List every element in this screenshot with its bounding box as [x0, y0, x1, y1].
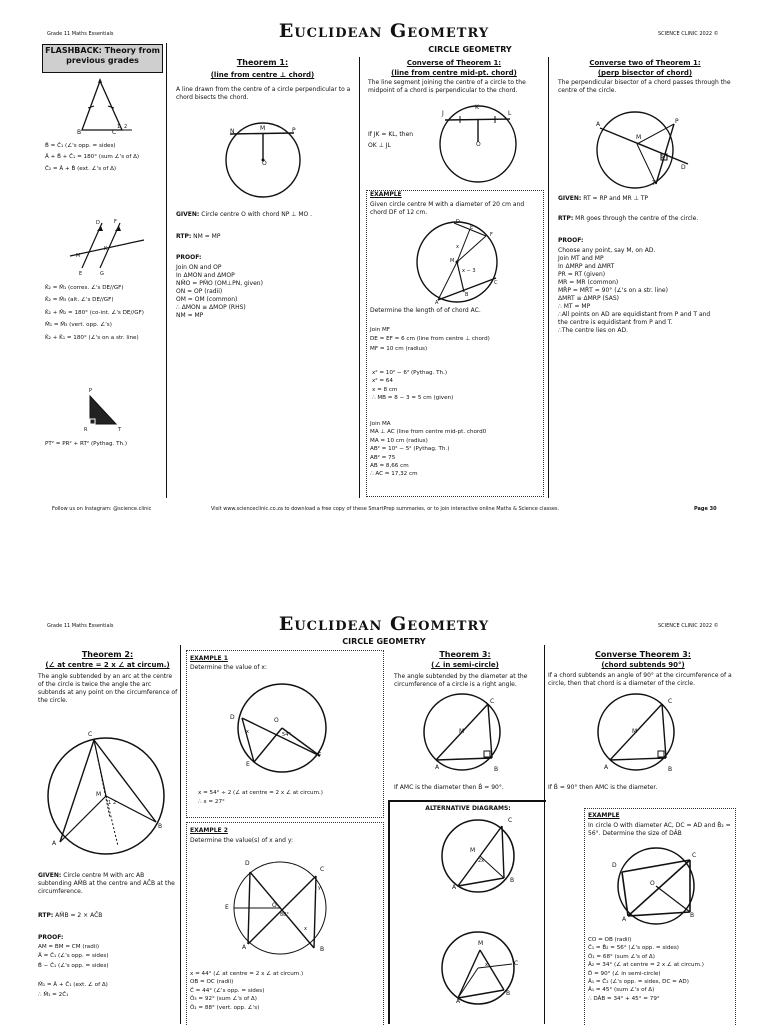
e3-label-d: D — [612, 862, 617, 869]
proof-line: Choose any point, say M, on AD. — [558, 247, 656, 254]
work-line: ∴ MB = 8 − 3 = 5 cm (given) — [372, 395, 454, 402]
theorem1-sub: (line from centre ⊥ chord) — [210, 71, 315, 79]
e2-label-d: D — [245, 860, 250, 867]
theorem3-cond: If AMC is the diameter then B̂ = 90°. — [394, 784, 504, 791]
t2-label-b: B — [158, 823, 163, 830]
divider — [388, 800, 546, 802]
answer-line: Â₁ = Ĉ₂ (∠'s opp. = sides, DC = AD) — [588, 979, 689, 986]
converse2-circle-diagram — [590, 112, 700, 194]
given-label: GIVEN: — [176, 211, 200, 218]
example2-text: Determine the value(s) of x and y: — [190, 837, 293, 844]
ex-label-d: D — [456, 219, 460, 225]
example3-title: EXAMPLE — [588, 812, 620, 819]
example1-answer — [198, 790, 323, 807]
e1-label-f: F — [318, 752, 322, 759]
ex-label-c: C — [494, 280, 498, 286]
grade-label: Grade 11 Maths Essentials — [47, 31, 114, 37]
example3-text: In circle O with diameter AC, DC = AD and B̂₂ = 56°. Determine the size of DÂB — [588, 822, 731, 837]
work-line: AB² = 10² − 5² (Pythag. Th.) — [370, 446, 450, 453]
footer-page: Page 30 — [694, 506, 717, 512]
example-work-1 — [370, 327, 490, 353]
work-line: Join MF — [370, 327, 390, 333]
ct3-label-c: C — [668, 698, 673, 705]
e2-label-y: y — [318, 885, 321, 891]
rt-label-t: T — [118, 427, 122, 433]
alt2-label-b: B — [506, 990, 511, 997]
clinic-label: SCIENCE CLINIC 2022 © — [658, 623, 719, 629]
proof-line: ∴All points on AD are equidistant from P and T and — [558, 311, 711, 318]
alt1-label-a: A — [452, 884, 457, 891]
rule-line: K̂₂ + K̂₁ = 180° (∠'s on a str. line) — [45, 334, 139, 341]
example-title: EXAMPLE — [370, 191, 402, 198]
par-label-d: D — [96, 220, 100, 226]
answer-line: ∴ DÂB = 34° + 45° = 79° — [588, 995, 660, 1002]
rtp-text: AM̂B = 2 × AĈB — [55, 912, 103, 919]
answer-line: x = 44° (∠ at centre = 2 x ∠ at circum.) — [190, 971, 304, 977]
converse2-given — [558, 195, 648, 203]
rt-label-p: P — [89, 388, 93, 394]
answer-line: Â₁ = 45° (sum ∠'s of Δ) — [588, 987, 655, 994]
proof-line: ∴ MT = MP — [558, 303, 591, 310]
c1-label-j: J — [442, 110, 444, 117]
converse1-title: Converse of Theorem 1: — [406, 59, 502, 67]
theorem2-title: Theorem 2: — [81, 650, 134, 659]
e3-label-b: B — [690, 912, 695, 919]
c2-label-t: T — [652, 180, 656, 187]
proof-line: MR̂P = MR̂T = 90° (∠'s on a str. line) — [558, 287, 668, 294]
footer-follow: Follow us on Instagram: @science.clinic — [52, 506, 152, 512]
rtp-text: NM = MP — [193, 233, 221, 240]
example2-title: EXAMPLE 2 — [190, 827, 228, 834]
work-line: x² = 10² − 6² (Pythag. Th.) — [372, 370, 448, 376]
work-line: AB = 8,66 cm — [370, 463, 409, 470]
t1-label-o: O — [262, 160, 267, 167]
proof-line: NM̂O = PM̂O (OM⊥PN, given) — [176, 280, 263, 287]
theorem3-title: Theorem 3: — [439, 650, 491, 659]
converse1-cond1: If JK = KL, then — [368, 131, 414, 138]
par-label-m: M — [76, 253, 81, 259]
ct3-label-a: A — [604, 764, 609, 771]
rule-line: Ĉ₂ = Â + B̂ (ext. ∠'s of Δ) — [45, 165, 117, 172]
theorem3-sub: (∠ in semi-circle) — [431, 661, 499, 669]
t3-label-a: A — [435, 764, 440, 771]
proof-line: ON = OP (radii) — [176, 288, 223, 295]
e2-label-c: C — [320, 866, 325, 873]
proof-line: Join MT and MP — [558, 255, 604, 262]
proof-line: ΔMRT ≡ ΔMRP (SAS) — [558, 295, 620, 302]
par-label-k: K — [104, 246, 108, 252]
proof-line: MR = MR (common) — [558, 279, 619, 286]
theorem2-text: The angle subtended by an arc at the centre of the circle is twice the angle the arc subtends at any point on the circumference of the circle. — [38, 673, 178, 704]
alt2-label-m: M — [478, 940, 484, 947]
proof-line: ∴ M̂₁ = 2Ĉ₁ — [38, 991, 69, 998]
answer-line: Ĉ₁ = B̂₂ = 56° (∠'s opp. = sides) — [588, 945, 679, 952]
converse2-sub: (perp bisector of chord) — [597, 69, 693, 77]
example1-text: Determine the value of x: — [190, 664, 267, 671]
work-line: AB² = 75 — [370, 454, 396, 461]
c2-label-m: M — [636, 134, 642, 141]
rule-line: Â + B̂ + Ĉ₁ = 180° (sum ∠'s of Δ) — [45, 154, 140, 161]
ex-label-x: x — [456, 244, 459, 250]
work-line: MA = 10 cm (radius) — [370, 437, 428, 444]
ct3-label-b: B — [668, 766, 673, 773]
e3-label-a: A — [622, 916, 627, 923]
answer-line: x = 54° ÷ 2 (∠ at centre = 2 x ∠ at circum.) — [198, 790, 323, 796]
c2-label-p: P — [675, 118, 679, 125]
page-title: Euclidean Geometry — [278, 20, 490, 42]
example-text: Given circle centre M with a diameter of 20 cm and chord DF of 12 cm. — [370, 201, 525, 216]
rtp-text: MR goes through the centre of the circle. — [575, 215, 699, 222]
tri-label-b: B — [77, 129, 82, 136]
e2-label-o: O — [272, 902, 277, 909]
t3-label-c: C — [490, 698, 495, 705]
given-text: Circle centre O with chord NP ⊥ MO . — [201, 211, 313, 218]
e1-label-d: D — [230, 714, 235, 721]
t2-label-1: 1 — [108, 800, 112, 806]
t2-label-c: C — [88, 731, 93, 738]
proof-line: NM = MP — [176, 312, 204, 319]
ex-label-f: F — [490, 232, 493, 238]
answer-line: Ĉ = 44° (∠'s opp. = sides) — [190, 987, 265, 994]
converse1-circle-diagram — [430, 106, 520, 186]
theorem1-text: A line drawn from the centre of a circle perpendicular to a chord bisects the chord. — [176, 86, 351, 101]
tri-label-2: 2 — [124, 124, 128, 130]
theorem3-circle-diagram — [422, 692, 508, 772]
t1-label-n: N — [230, 128, 235, 135]
grade-label: Grade 11 Maths Essentials — [47, 623, 114, 629]
theorem1-rtp — [176, 233, 220, 241]
parallel-lines-diagram — [70, 218, 150, 278]
theorem2-sub: (∠ at centre = 2 x ∠ at circum.) — [45, 661, 170, 669]
converse2-title: Converse two of Theorem 1: — [589, 59, 701, 67]
given-label: GIVEN: — [558, 195, 582, 202]
converse3-text: If a chord subtends an angle of 90° at the circumference of a circle, then that chord is a diameter of the circle. — [548, 672, 732, 687]
work-line: x = 8 cm — [372, 386, 398, 393]
c1-label-k: K — [475, 104, 479, 111]
flashback-rules-2 — [45, 285, 144, 342]
c2-label-r: R — [660, 155, 665, 162]
page-subtitle: CIRCLE GEOMETRY — [428, 45, 512, 54]
rule-line: K̂₂ = M̂₁ (corres. ∠'s DE//GF) — [45, 285, 124, 291]
rule-line: B̂ = Ĉ₁ (∠'s opp. = sides) — [45, 143, 116, 149]
e1-label-o: O — [274, 717, 279, 724]
alt-diagrams-title: ALTERNATIVE DIAGRAMS: — [425, 805, 511, 812]
tri-label-1: 1 — [117, 124, 121, 130]
answer-line: CO = OB (radii) — [588, 937, 632, 943]
e1-label-x: x — [246, 729, 249, 735]
e2-label-x: x — [304, 926, 307, 932]
example2-circle-diagram — [232, 862, 332, 958]
answer-line: Ô₂ = 88° (vert. opp. ∠'s) — [190, 1004, 260, 1011]
given-label: GIVEN: — [38, 872, 62, 879]
converse3-sub: (chord subtends 90°) — [601, 661, 685, 669]
theorem1-proof — [176, 264, 263, 320]
rule-line: K̂₂ = M̂₃ (alt. ∠'s DE//GF) — [45, 297, 114, 304]
t2-label-m: M — [96, 791, 102, 798]
right-triangle-diagram — [86, 394, 126, 430]
e2-label-angle: 88° — [280, 912, 289, 918]
t1-label-p: P — [292, 127, 296, 134]
theorem1-given — [176, 211, 312, 219]
ct3-label-m: M — [632, 728, 638, 735]
c1-label-l: L — [508, 110, 512, 117]
converse1-cond2: OK ⊥ JL — [368, 142, 391, 149]
proof-line: the centre is equidistant from P and T. — [558, 319, 673, 326]
converse3-cond: If B̂ = 90° then AMC is the diameter. — [548, 784, 658, 791]
example2-answer — [190, 971, 303, 1012]
answer-line: ∴ x = 27° — [198, 799, 225, 806]
e3-label-c: C — [692, 852, 697, 859]
converse2-proof-label: PROOF: — [558, 237, 584, 244]
column-divider — [180, 645, 181, 1024]
proof-line: In ΔMON and ΔMOP — [176, 272, 235, 279]
par-label-e: E — [79, 271, 83, 277]
alt2-label-a: A — [456, 998, 461, 1005]
example3-answer — [588, 937, 704, 1003]
rtp-label: RTP: — [38, 912, 54, 919]
alt1-label-m: M — [470, 847, 476, 854]
column-divider — [359, 57, 360, 498]
t2-label-2: 2 — [113, 800, 117, 806]
ex-label-b: B — [465, 292, 469, 298]
answer-line: OB = OC (radii) — [190, 979, 234, 986]
converse2-rtp — [558, 215, 698, 223]
t3-label-m: M — [459, 728, 465, 735]
proof-line: Â = Ĉ₁ (∠'s opp. = sides) — [38, 953, 109, 960]
example3-circle-diagram — [614, 846, 700, 928]
divider — [388, 800, 390, 1024]
proof-line: PR = RT (given) — [558, 271, 606, 278]
t1-label-m: M — [260, 125, 266, 132]
ex-label-m: M — [450, 258, 455, 264]
theorem2-given — [38, 872, 178, 896]
given-text: RT = RP and MR ⊥ TP — [583, 195, 649, 202]
proof-line: ∴ ΔMON ≡ ΔMOP (RHS) — [176, 304, 246, 311]
theorem1-proof-label: PROOF: — [176, 254, 202, 261]
theorem1-title: Theorem 1: — [236, 58, 289, 67]
tri-label-c: C — [112, 129, 117, 136]
work-line: MF = 10 cm (radius) — [370, 345, 428, 352]
c1-label-o: O — [476, 141, 481, 148]
e2-label-e: E — [225, 904, 229, 911]
page-title: Euclidean Geometry — [278, 613, 490, 635]
answer-line: D̂ = 90° (∠ in semi-circle) — [588, 970, 661, 977]
clinic-label: SCIENCE CLINIC 2022 © — [658, 31, 719, 37]
example1-title: EXAMPLE 1 — [190, 655, 228, 662]
column-divider — [548, 57, 549, 498]
footer-visit: Visit www.scienceclinic.co.za to download a free copy of these SmartPrep summaries, or to join interactive online Maths & Science classes. — [211, 506, 560, 512]
work-line: MA ⊥ AC (line from centre mid-pt. chord0 — [370, 429, 487, 436]
work-line: Join MA — [370, 421, 391, 427]
e1-label-e: E — [246, 761, 250, 768]
example-work-2 — [372, 370, 453, 403]
proof-line: Join ON and OP — [176, 264, 222, 271]
pythagoras-rule: PT² = PR² + RT² (Pythag. Th.) — [45, 441, 127, 447]
par-label-g: G — [100, 271, 104, 277]
given-text: Circle centre M with arc AB subtending AM̂B at the centre and AĈB at the circumference. — [38, 872, 175, 895]
alt2-label-c: C — [514, 960, 519, 967]
work-line: DE = EF = 6 cm (line from centre ⊥ chord) — [370, 336, 490, 343]
e2-label-b: B — [320, 946, 325, 953]
t2-label-a: A — [52, 840, 57, 847]
alt2-label-x: x — [485, 962, 488, 968]
converse2-proof — [558, 247, 710, 335]
theorem2-rtp — [38, 912, 102, 920]
rt-label-r: R — [84, 427, 88, 433]
answer-line: Ô₁ = 68° (sum ∠'s of Δ) — [588, 953, 655, 960]
ex-label-x3: x − 3 — [462, 268, 476, 274]
example1-circle-diagram — [236, 684, 330, 774]
alt1-label-b: B — [510, 877, 515, 884]
answer-line: Ô₃ = 92° (sum ∠'s of Δ) — [190, 996, 257, 1003]
ex-label-e: E — [470, 225, 474, 231]
proof-line: B̂ − Ĉ₁ (∠'s opp. = sides) — [38, 962, 109, 969]
e1-label-angle: 54° — [282, 732, 291, 738]
flashback-rules-1 — [45, 143, 139, 173]
proof-line: In ΔMRP and ΔMRT — [558, 263, 615, 270]
column-divider — [166, 43, 167, 498]
par-label-f: F — [114, 219, 117, 225]
rtp-label: RTP: — [558, 215, 574, 222]
c2-label-d: D — [681, 164, 686, 171]
work-line: ∴ AC = 17,32 cm — [370, 471, 418, 478]
theorem2-proof — [38, 944, 109, 999]
proof-line: M̂₁ = Â + Ĉ₁ (ext. ∠ of Δ) — [38, 982, 108, 989]
e2-label-a: A — [242, 944, 247, 951]
rule-line: K̂₂ + M̂₂ = 180° (co-int. ∠'s DE//GF) — [45, 309, 144, 316]
work-line: x² = 64 — [372, 378, 393, 385]
proof-line: OM = OM (common) — [176, 296, 238, 303]
t3-label-b: B — [494, 766, 499, 773]
e3-label-o: O — [650, 880, 655, 887]
theorem2-circle-diagram — [48, 734, 174, 860]
theorem3-text: The angle subtended by the diameter at the circumference of a circle is a right angle. — [394, 673, 528, 688]
alt1-label-angle: 2x — [478, 858, 485, 864]
page-subtitle: CIRCLE GEOMETRY — [342, 637, 426, 646]
rtp-label: RTP: — [176, 233, 192, 240]
converse1-text: The line segment joining the centre of a circle to the midpoint of a chord is perpendicular to the chord. — [368, 79, 526, 94]
rule-line: M̂₁ = M̂₃ (vert. opp. ∠'s) — [45, 322, 112, 329]
example-work-3 — [370, 421, 486, 479]
converse2-text: The perpendicular bisector of a chord passes through the centre of the circle. — [558, 79, 731, 94]
converse3-title: Converse Theorem 3: — [595, 650, 691, 659]
alt1-label-c: C — [508, 817, 513, 824]
ex-label-a: A — [435, 300, 439, 306]
column-divider — [544, 645, 545, 1024]
tri-label-a: A — [98, 78, 103, 85]
example-question: Determine the length of of chord AC. — [370, 307, 481, 314]
c2-label-a: A — [596, 121, 601, 128]
answer-line: Â₂ = 34° (∠ at centre = 2 x ∠ at circum.) — [588, 962, 704, 969]
converse1-sub: (line from centre mid-pt. chord) — [391, 69, 517, 77]
flashback-box: FLASHBACK: Theory from previous grades — [42, 44, 163, 73]
theorem2-proof-label: PROOF: — [38, 934, 64, 941]
proof-line: ∴The centre lies on AD. — [558, 327, 629, 334]
proof-line: AM = BM = CM (radii) — [38, 944, 100, 950]
